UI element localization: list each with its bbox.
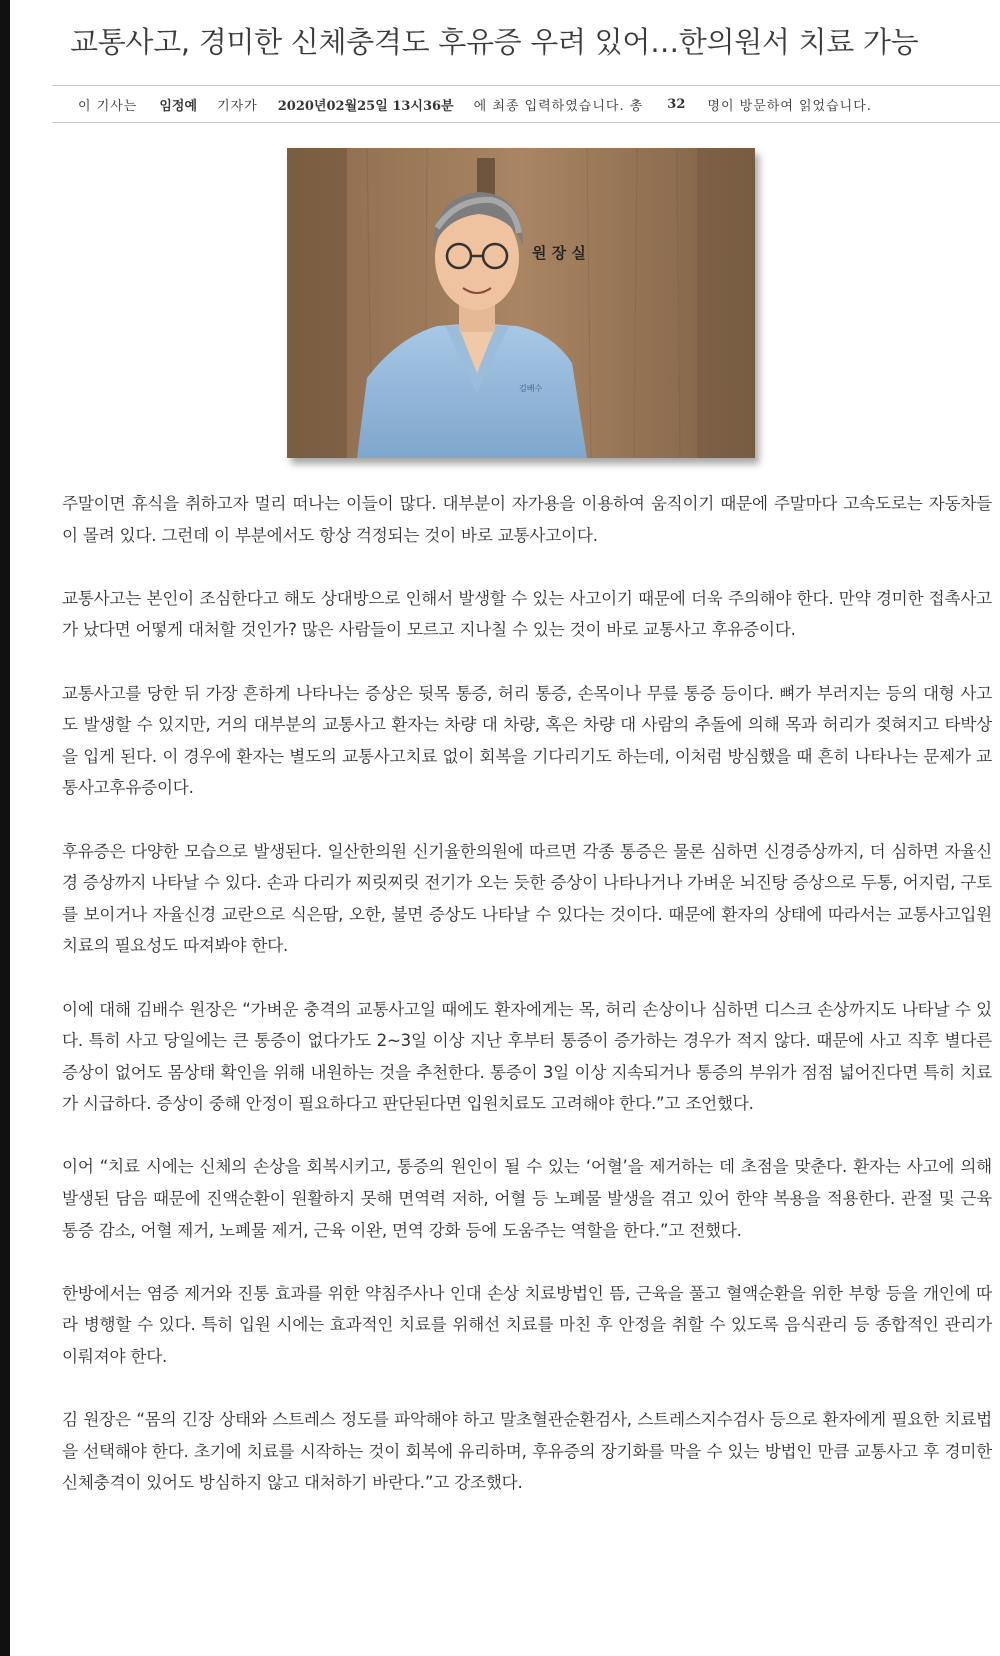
left-edge-bar xyxy=(0,0,10,1656)
article-paragraph: 김 원장은 “몸의 긴장 상태와 스트레스 정도를 파악해야 하고 말초혈관순환검사, 스트레스지수검사 등으로 환자에게 필요한 치료법을 선택해야 한다. 초기에 치료를 시작하는 것이 회복에 유리하며, 후유증의 장기화를 막을 수 있는 방법인 만큼 교통사고 후 경미한 신체충격이 있어도 방심하지 않고 대처하기 바란다.”고 강조했다. xyxy=(62,1410,992,1493)
article-paragraph: 한방에서는 염증 제거와 진통 효과를 위한 약침주사나 인대 손상 치료방법인 뜸, 근육을 풀고 혈액순환을 위한 부항 등을 개인에 따라 병행할 수 있다. 특히 입원 시에는 효과적인 치료를 위해선 치료를 마친 후 안정을 취할 수 있도록 음식관리 등 종합적인 관리가 이뤄져야 한다. xyxy=(62,1283,992,1367)
meta-prefix: 이 기사는 xyxy=(78,98,138,114)
article-body xyxy=(62,488,992,1531)
door-sign: 원 장 실 xyxy=(532,244,586,262)
article-page xyxy=(10,0,1000,1656)
meta-role-suffix: 기자가 xyxy=(217,98,258,114)
article-paragraph: 이에 대해 김배수 원장은 “가벼운 충격의 교통사고일 때에도 환자에게는 목, 허리 손상이나 심하면 디스크 손상까지도 나타날 수 있다. 특히 사고 당일에는 큰 통증이 없다가도 2~3일 이상 지난 후부터 통증이 증가하는 경우가 적지 않다. 때문에 사고 직후 별다른 증상이 없어도 몸상태 확인을 위해 내원하는 것을 추천한다. 통증이 3일 이상 지속되거나 통증의 부위가 점점 넓어진다면 특히 치료가 시급하다. 증상이 중해 안정이 필요하다고 판단된다면 입원치료도 고려해야 한다.”고 조언했다. xyxy=(62,999,992,1114)
article-paragraph: 교통사고는 본인이 조심한다고 해도 상대방으로 인해서 발생할 수 있는 사고이기 때문에 더욱 주의해야 한다. 만약 경미한 접촉사고가 났다면 어떻게 대처할 것인가? 많은 사람들이 모르고 지나칠 수 있는 것이 바로 교통사고 후유증이다. xyxy=(62,588,992,640)
article-paragraph: 교통사고를 당한 뒤 가장 흔하게 나타나는 증상은 뒷목 통증, 허리 통증, 손목이나 무릎 통증 등이다. 뼈가 부러지는 등의 대형 사고도 발생할 수 있지만, 거의 대부분의 교통사고 환자는 차량 대 차량, 혹은 차량 대 사람의 추돌에 의해 목과 허리가 젖혀지고 타박상을 입게 된다. 이 경우에 환자는 별도의 교통사고치료 없이 회복을 기다리기도 하는데, 이처럼 방심했을 때 흔히 나타나는 문제가 교통사고후유증이다. xyxy=(62,683,992,798)
article-headline: 교통사고, 경미한 신체충격도 후유증 우려 있어…한의원서 치료 가능 xyxy=(70,25,919,59)
meta-datetime: 2020년02월25일 13시36분 xyxy=(277,98,454,114)
meta-author: 임정예 xyxy=(159,98,198,114)
article-photo xyxy=(287,148,755,458)
article-meta-bar xyxy=(52,85,1000,123)
article-paragraph: 이어 “치료 시에는 신체의 손상을 회복시키고, 통증의 원인이 될 수 있는 ‘어혈’을 제거하는 데 초점을 맞춘다. 환자는 사고에 의해 발생된 담음 때문에 진액순환이 원활하지 못해 면역력 저하, 어혈 등 노폐물 발생을 겪고 있어 한약 복용을 적용한다. 관절 및 근육 통증 감소, 어혈 제거, 노폐물 제거, 근육 이완, 면역 강화 등에 도움주는 역할을 한다.”고 전했다. xyxy=(62,1157,992,1240)
article-paragraph: 후유증은 다양한 모습으로 발생된다. 일산한의원 신기율한의원에 따르면 각종 통증은 물론 심하면 신경증상까지, 더 심하면 자율신경 증상까지 나타날 수 있다. 손과 다리가 찌릿찌릿 전기가 오는 듯한 증상이 나타나거나 가벼운 뇌진탕 증상으로 두통, 어지럼, 구토를 보이거나 자율신경 교란으로 식은땀, 오한, 불면 증상도 나타날 수 있다는 것이다. 때문에 환자의 상태에 따라서는 교통사고입원치료의 필요성도 따져봐야 한다. xyxy=(62,841,992,956)
article-paragraph: 주말이면 휴식을 취하고자 멀리 떠나는 이들이 많다. 대부분이 자가용을 이용하여 움직이기 때문에 주말마다 고속도로는 자동차들이 몰려 있다. 그런데 이 부분에서도 항상 걱정되는 것이 바로 교통사고이다. xyxy=(62,494,992,545)
meta-mid-text: 에 최종 입력하였습니다. 총 xyxy=(473,98,644,114)
meta-suffix: 명이 방문하여 읽었습니다. xyxy=(707,98,872,114)
name-tag: 김배수 xyxy=(519,384,543,393)
meta-visit-count: 32 xyxy=(667,96,686,112)
